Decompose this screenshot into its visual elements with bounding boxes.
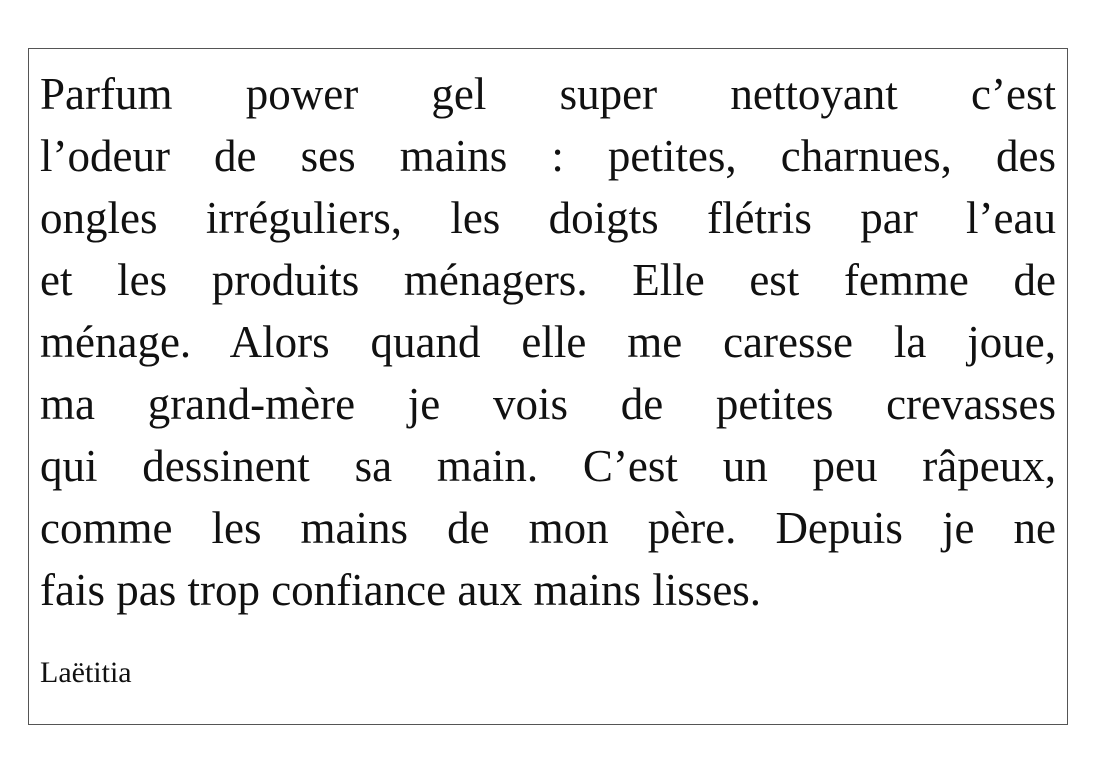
text-card xyxy=(28,48,1068,725)
poem-line: ongles irréguliers, les doigts flétris par l’eau xyxy=(40,193,1056,243)
poem-line: ménage. Alors quand elle me caresse la joue, xyxy=(40,317,1056,367)
poem-line: Parfum power gel super nettoyant c’est xyxy=(40,69,1056,119)
poem-line: ma grand-mère je vois de petites crevasses xyxy=(40,379,1056,429)
poem-line: et les produits ménagers. Elle est femme de xyxy=(40,255,1056,305)
poem-line: comme les mains de mon père. Depuis je ne xyxy=(40,503,1056,553)
poem-line: fais pas trop confiance aux mains lisses. xyxy=(40,565,762,615)
poem-text xyxy=(40,63,1056,621)
poem-line: l’odeur de ses mains : petites, charnues, des xyxy=(40,131,1056,181)
author-signature: Laëtitia xyxy=(40,656,132,689)
poem-line: qui dessinent sa main. C’est un peu râpeux, xyxy=(40,441,1056,491)
